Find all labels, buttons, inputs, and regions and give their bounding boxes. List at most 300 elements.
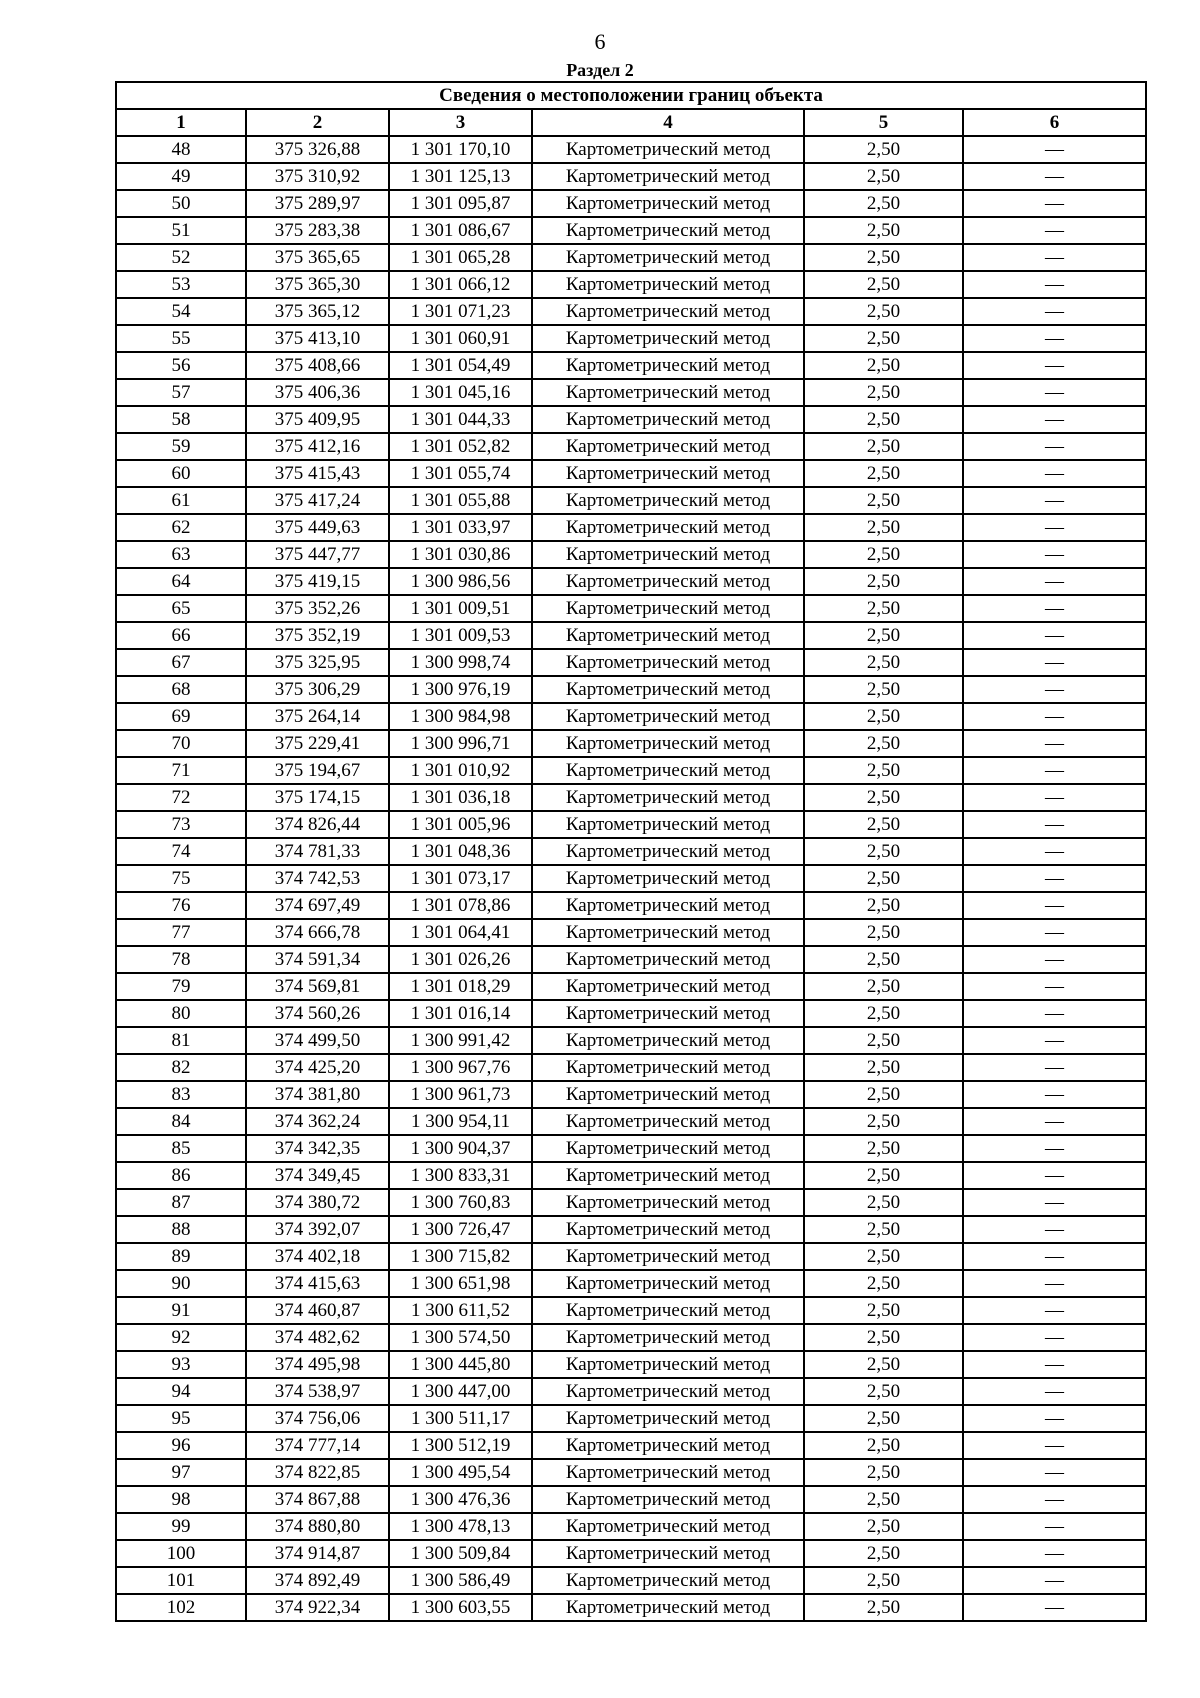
precision-cell: 2,50	[804, 298, 963, 325]
description-cell: —	[963, 892, 1146, 919]
description-cell: —	[963, 1243, 1146, 1270]
method-cell: Картометрический метод	[532, 379, 804, 406]
point-number-cell: 51	[116, 217, 246, 244]
description-cell: —	[963, 1594, 1146, 1621]
point-number-cell: 69	[116, 703, 246, 730]
y-coordinate-cell: 1 300 447,00	[389, 1378, 532, 1405]
point-number-cell: 100	[116, 1540, 246, 1567]
precision-cell: 2,50	[804, 1243, 963, 1270]
precision-cell: 2,50	[804, 1162, 963, 1189]
table-row	[116, 892, 1146, 919]
point-number-cell: 49	[116, 163, 246, 190]
description-cell: —	[963, 379, 1146, 406]
x-coordinate-cell: 374 402,18	[246, 1243, 389, 1270]
x-coordinate-cell: 374 349,45	[246, 1162, 389, 1189]
description-cell: —	[963, 136, 1146, 163]
point-number-cell: 72	[116, 784, 246, 811]
point-number-cell: 91	[116, 1297, 246, 1324]
y-coordinate-cell: 1 301 030,86	[389, 541, 532, 568]
method-cell: Картометрический метод	[532, 1324, 804, 1351]
precision-cell: 2,50	[804, 1432, 963, 1459]
description-cell: —	[963, 217, 1146, 244]
x-coordinate-cell: 374 482,62	[246, 1324, 389, 1351]
point-number-cell: 75	[116, 865, 246, 892]
description-cell: —	[963, 1486, 1146, 1513]
y-coordinate-cell: 1 301 033,97	[389, 514, 532, 541]
description-cell: —	[963, 352, 1146, 379]
point-number-cell: 76	[116, 892, 246, 919]
description-cell: —	[963, 1270, 1146, 1297]
precision-cell: 2,50	[804, 676, 963, 703]
x-coordinate-cell: 375 283,38	[246, 217, 389, 244]
y-coordinate-cell: 1 301 016,14	[389, 1000, 532, 1027]
precision-cell: 2,50	[804, 1378, 963, 1405]
precision-cell: 2,50	[804, 1135, 963, 1162]
table-row	[116, 784, 1146, 811]
x-coordinate-cell: 375 365,65	[246, 244, 389, 271]
x-coordinate-cell: 375 447,77	[246, 541, 389, 568]
table-row	[116, 271, 1146, 298]
x-coordinate-cell: 374 538,97	[246, 1378, 389, 1405]
table-row	[116, 190, 1146, 217]
y-coordinate-cell: 1 300 512,19	[389, 1432, 532, 1459]
column-number: 2	[246, 109, 389, 136]
precision-cell: 2,50	[804, 217, 963, 244]
description-cell: —	[963, 1081, 1146, 1108]
precision-cell: 2,50	[804, 838, 963, 865]
method-cell: Картометрический метод	[532, 1135, 804, 1162]
precision-cell: 2,50	[804, 568, 963, 595]
x-coordinate-cell: 374 569,81	[246, 973, 389, 1000]
x-coordinate-cell: 375 352,26	[246, 595, 389, 622]
point-number-cell: 96	[116, 1432, 246, 1459]
table-row	[116, 757, 1146, 784]
x-coordinate-cell: 375 325,95	[246, 649, 389, 676]
description-cell: —	[963, 1297, 1146, 1324]
y-coordinate-cell: 1 301 078,86	[389, 892, 532, 919]
method-cell: Картометрический метод	[532, 1513, 804, 1540]
y-coordinate-cell: 1 301 009,51	[389, 595, 532, 622]
table-row	[116, 1000, 1146, 1027]
y-coordinate-cell: 1 301 066,12	[389, 271, 532, 298]
x-coordinate-cell: 375 194,67	[246, 757, 389, 784]
description-cell: —	[963, 460, 1146, 487]
method-cell: Картометрический метод	[532, 1459, 804, 1486]
table-caption-row	[116, 82, 1146, 109]
precision-cell: 2,50	[804, 1189, 963, 1216]
x-coordinate-cell: 374 425,20	[246, 1054, 389, 1081]
point-number-cell: 68	[116, 676, 246, 703]
method-cell: Картометрический метод	[532, 919, 804, 946]
point-number-cell: 57	[116, 379, 246, 406]
method-cell: Картометрический метод	[532, 217, 804, 244]
y-coordinate-cell: 1 301 054,49	[389, 352, 532, 379]
table-body	[116, 136, 1146, 1621]
precision-cell: 2,50	[804, 514, 963, 541]
y-coordinate-cell: 1 301 009,53	[389, 622, 532, 649]
point-number-cell: 59	[116, 433, 246, 460]
precision-cell: 2,50	[804, 487, 963, 514]
description-cell: —	[963, 1135, 1146, 1162]
table-row	[116, 406, 1146, 433]
precision-cell: 2,50	[804, 1594, 963, 1621]
method-cell: Картометрический метод	[532, 784, 804, 811]
description-cell: —	[963, 1405, 1146, 1432]
method-cell: Картометрический метод	[532, 1243, 804, 1270]
y-coordinate-cell: 1 301 125,13	[389, 163, 532, 190]
y-coordinate-cell: 1 300 998,74	[389, 649, 532, 676]
y-coordinate-cell: 1 301 071,23	[389, 298, 532, 325]
x-coordinate-cell: 375 413,10	[246, 325, 389, 352]
description-cell: —	[963, 703, 1146, 730]
table-row	[116, 703, 1146, 730]
method-cell: Картометрический метод	[532, 892, 804, 919]
y-coordinate-cell: 1 300 476,36	[389, 1486, 532, 1513]
precision-cell: 2,50	[804, 190, 963, 217]
point-number-cell: 80	[116, 1000, 246, 1027]
y-coordinate-cell: 1 301 095,87	[389, 190, 532, 217]
point-number-cell: 102	[116, 1594, 246, 1621]
point-number-cell: 86	[116, 1162, 246, 1189]
table-row	[116, 568, 1146, 595]
description-cell: —	[963, 1027, 1146, 1054]
method-cell: Картометрический метод	[532, 1000, 804, 1027]
description-cell: —	[963, 622, 1146, 649]
y-coordinate-cell: 1 300 961,73	[389, 1081, 532, 1108]
description-cell: —	[963, 487, 1146, 514]
table-row	[116, 1486, 1146, 1513]
method-cell: Картометрический метод	[532, 676, 804, 703]
table-row	[116, 1594, 1146, 1621]
precision-cell: 2,50	[804, 352, 963, 379]
precision-cell: 2,50	[804, 1081, 963, 1108]
precision-cell: 2,50	[804, 973, 963, 1000]
x-coordinate-cell: 374 826,44	[246, 811, 389, 838]
x-coordinate-cell: 375 310,92	[246, 163, 389, 190]
table-row	[116, 1135, 1146, 1162]
precision-cell: 2,50	[804, 244, 963, 271]
method-cell: Картометрический метод	[532, 136, 804, 163]
column-number: 4	[532, 109, 804, 136]
y-coordinate-cell: 1 301 010,92	[389, 757, 532, 784]
description-cell: —	[963, 595, 1146, 622]
point-number-cell: 84	[116, 1108, 246, 1135]
method-cell: Картометрический метод	[532, 1540, 804, 1567]
table-row	[116, 919, 1146, 946]
method-cell: Картометрический метод	[532, 649, 804, 676]
x-coordinate-cell: 375 289,97	[246, 190, 389, 217]
precision-cell: 2,50	[804, 271, 963, 298]
table-row	[116, 1054, 1146, 1081]
point-number-cell: 82	[116, 1054, 246, 1081]
point-number-cell: 98	[116, 1486, 246, 1513]
x-coordinate-cell: 375 174,15	[246, 784, 389, 811]
method-cell: Картометрический метод	[532, 514, 804, 541]
y-coordinate-cell: 1 301 026,26	[389, 946, 532, 973]
y-coordinate-cell: 1 300 984,98	[389, 703, 532, 730]
method-cell: Картометрический метод	[532, 352, 804, 379]
table-row	[116, 541, 1146, 568]
point-number-cell: 83	[116, 1081, 246, 1108]
method-cell: Картометрический метод	[532, 946, 804, 973]
method-cell: Картометрический метод	[532, 271, 804, 298]
method-cell: Картометрический метод	[532, 1567, 804, 1594]
column-number: 3	[389, 109, 532, 136]
table-row	[116, 622, 1146, 649]
point-number-cell: 99	[116, 1513, 246, 1540]
x-coordinate-cell: 374 380,72	[246, 1189, 389, 1216]
description-cell: —	[963, 919, 1146, 946]
precision-cell: 2,50	[804, 1000, 963, 1027]
table-row	[116, 217, 1146, 244]
method-cell: Картометрический метод	[532, 622, 804, 649]
point-number-cell: 66	[116, 622, 246, 649]
y-coordinate-cell: 1 301 018,29	[389, 973, 532, 1000]
y-coordinate-cell: 1 301 036,18	[389, 784, 532, 811]
x-coordinate-cell: 375 406,36	[246, 379, 389, 406]
method-cell: Картометрический метод	[532, 1216, 804, 1243]
y-coordinate-cell: 1 300 986,56	[389, 568, 532, 595]
y-coordinate-cell: 1 301 055,88	[389, 487, 532, 514]
precision-cell: 2,50	[804, 1216, 963, 1243]
x-coordinate-cell: 375 449,63	[246, 514, 389, 541]
x-coordinate-cell: 374 756,06	[246, 1405, 389, 1432]
x-coordinate-cell: 375 326,88	[246, 136, 389, 163]
x-coordinate-cell: 374 777,14	[246, 1432, 389, 1459]
x-coordinate-cell: 374 381,80	[246, 1081, 389, 1108]
description-cell: —	[963, 1378, 1146, 1405]
description-cell: —	[963, 649, 1146, 676]
description-cell: —	[963, 271, 1146, 298]
table-caption: Сведения о местоположении границ объекта	[116, 82, 1146, 109]
point-number-cell: 62	[116, 514, 246, 541]
precision-cell: 2,50	[804, 892, 963, 919]
point-number-cell: 73	[116, 811, 246, 838]
method-cell: Картометрический метод	[532, 703, 804, 730]
y-coordinate-cell: 1 300 715,82	[389, 1243, 532, 1270]
table-row	[116, 946, 1146, 973]
page-number: 6	[594, 29, 606, 54]
precision-cell: 2,50	[804, 865, 963, 892]
y-coordinate-cell: 1 300 996,71	[389, 730, 532, 757]
method-cell: Картометрический метод	[532, 1594, 804, 1621]
y-coordinate-cell: 1 300 904,37	[389, 1135, 532, 1162]
description-cell: —	[963, 568, 1146, 595]
x-coordinate-cell: 374 495,98	[246, 1351, 389, 1378]
table-row	[116, 1324, 1146, 1351]
precision-cell: 2,50	[804, 1459, 963, 1486]
x-coordinate-cell: 375 419,15	[246, 568, 389, 595]
table-row	[116, 1513, 1146, 1540]
description-cell: —	[963, 1513, 1146, 1540]
precision-cell: 2,50	[804, 649, 963, 676]
table-row	[116, 1189, 1146, 1216]
method-cell: Картометрический метод	[532, 1405, 804, 1432]
table-row	[116, 136, 1146, 163]
method-cell: Картометрический метод	[532, 1054, 804, 1081]
table-row	[116, 298, 1146, 325]
table-row	[116, 1351, 1146, 1378]
table-row	[116, 1540, 1146, 1567]
table-row	[116, 649, 1146, 676]
description-cell: —	[963, 865, 1146, 892]
x-coordinate-cell: 375 229,41	[246, 730, 389, 757]
description-cell: —	[963, 1459, 1146, 1486]
point-number-cell: 61	[116, 487, 246, 514]
point-number-cell: 78	[116, 946, 246, 973]
y-coordinate-cell: 1 300 511,17	[389, 1405, 532, 1432]
description-cell: —	[963, 406, 1146, 433]
description-cell: —	[963, 1351, 1146, 1378]
method-cell: Картометрический метод	[532, 541, 804, 568]
point-number-cell: 53	[116, 271, 246, 298]
y-coordinate-cell: 1 301 055,74	[389, 460, 532, 487]
method-cell: Картометрический метод	[532, 163, 804, 190]
description-cell: —	[963, 946, 1146, 973]
method-cell: Картометрический метод	[532, 1297, 804, 1324]
description-cell: —	[963, 1567, 1146, 1594]
point-number-cell: 67	[116, 649, 246, 676]
x-coordinate-cell: 374 867,88	[246, 1486, 389, 1513]
y-coordinate-cell: 1 301 073,17	[389, 865, 532, 892]
x-coordinate-cell: 374 922,34	[246, 1594, 389, 1621]
precision-cell: 2,50	[804, 1297, 963, 1324]
table-row	[116, 811, 1146, 838]
x-coordinate-cell: 374 499,50	[246, 1027, 389, 1054]
method-cell: Картометрический метод	[532, 595, 804, 622]
point-number-cell: 81	[116, 1027, 246, 1054]
description-cell: —	[963, 433, 1146, 460]
x-coordinate-cell: 374 892,49	[246, 1567, 389, 1594]
point-number-cell: 94	[116, 1378, 246, 1405]
point-number-cell: 88	[116, 1216, 246, 1243]
table-row	[116, 325, 1146, 352]
x-coordinate-cell: 374 392,07	[246, 1216, 389, 1243]
point-number-cell: 48	[116, 136, 246, 163]
precision-cell: 2,50	[804, 379, 963, 406]
y-coordinate-cell: 1 301 005,96	[389, 811, 532, 838]
table-row	[116, 595, 1146, 622]
description-cell: —	[963, 838, 1146, 865]
table-row	[116, 1243, 1146, 1270]
x-coordinate-cell: 374 880,80	[246, 1513, 389, 1540]
y-coordinate-cell: 1 301 170,10	[389, 136, 532, 163]
method-cell: Картометрический метод	[532, 1351, 804, 1378]
point-number-cell: 74	[116, 838, 246, 865]
y-coordinate-cell: 1 300 833,31	[389, 1162, 532, 1189]
description-cell: —	[963, 1000, 1146, 1027]
y-coordinate-cell: 1 300 976,19	[389, 676, 532, 703]
method-cell: Картометрический метод	[532, 730, 804, 757]
y-coordinate-cell: 1 301 065,28	[389, 244, 532, 271]
table-row	[116, 1297, 1146, 1324]
method-cell: Картометрический метод	[532, 1162, 804, 1189]
x-coordinate-cell: 375 306,29	[246, 676, 389, 703]
precision-cell: 2,50	[804, 163, 963, 190]
table-row	[116, 1027, 1146, 1054]
y-coordinate-cell: 1 300 611,52	[389, 1297, 532, 1324]
point-number-cell: 93	[116, 1351, 246, 1378]
x-coordinate-cell: 374 822,85	[246, 1459, 389, 1486]
description-cell: —	[963, 298, 1146, 325]
y-coordinate-cell: 1 300 603,55	[389, 1594, 532, 1621]
point-number-cell: 64	[116, 568, 246, 595]
x-coordinate-cell: 375 365,30	[246, 271, 389, 298]
point-number-cell: 56	[116, 352, 246, 379]
column-number: 6	[963, 109, 1146, 136]
precision-cell: 2,50	[804, 460, 963, 487]
point-number-cell: 101	[116, 1567, 246, 1594]
method-cell: Картометрический метод	[532, 460, 804, 487]
column-number: 5	[804, 109, 963, 136]
point-number-cell: 50	[116, 190, 246, 217]
method-cell: Картометрический метод	[532, 1108, 804, 1135]
x-coordinate-cell: 374 342,35	[246, 1135, 389, 1162]
y-coordinate-cell: 1 301 045,16	[389, 379, 532, 406]
description-cell: —	[963, 1540, 1146, 1567]
y-coordinate-cell: 1 301 044,33	[389, 406, 532, 433]
x-coordinate-cell: 375 365,12	[246, 298, 389, 325]
method-cell: Картометрический метод	[532, 190, 804, 217]
precision-cell: 2,50	[804, 1108, 963, 1135]
table-row	[116, 1432, 1146, 1459]
method-cell: Картометрический метод	[532, 838, 804, 865]
precision-cell: 2,50	[804, 433, 963, 460]
point-number-cell: 89	[116, 1243, 246, 1270]
precision-cell: 2,50	[804, 325, 963, 352]
point-number-cell: 65	[116, 595, 246, 622]
method-cell: Картометрический метод	[532, 1027, 804, 1054]
precision-cell: 2,50	[804, 136, 963, 163]
y-coordinate-cell: 1 300 760,83	[389, 1189, 532, 1216]
table-row	[116, 1459, 1146, 1486]
method-cell: Картометрический метод	[532, 1270, 804, 1297]
precision-cell: 2,50	[804, 1027, 963, 1054]
point-number-cell: 54	[116, 298, 246, 325]
description-cell: —	[963, 514, 1146, 541]
precision-cell: 2,50	[804, 1324, 963, 1351]
description-cell: —	[963, 325, 1146, 352]
point-number-cell: 92	[116, 1324, 246, 1351]
precision-cell: 2,50	[804, 541, 963, 568]
section-title: Раздел 2	[566, 60, 634, 80]
method-cell: Картометрический метод	[532, 406, 804, 433]
x-coordinate-cell: 375 415,43	[246, 460, 389, 487]
precision-cell: 2,50	[804, 730, 963, 757]
description-cell: —	[963, 811, 1146, 838]
description-cell: —	[963, 1054, 1146, 1081]
method-cell: Картометрический метод	[532, 244, 804, 271]
x-coordinate-cell: 374 591,34	[246, 946, 389, 973]
method-cell: Картометрический метод	[532, 1081, 804, 1108]
point-number-cell: 85	[116, 1135, 246, 1162]
y-coordinate-cell: 1 300 651,98	[389, 1270, 532, 1297]
point-number-cell: 87	[116, 1189, 246, 1216]
precision-cell: 2,50	[804, 811, 963, 838]
x-coordinate-cell: 374 742,53	[246, 865, 389, 892]
method-cell: Картометрический метод	[532, 1378, 804, 1405]
table-row	[116, 514, 1146, 541]
description-cell: —	[963, 190, 1146, 217]
y-coordinate-cell: 1 300 445,80	[389, 1351, 532, 1378]
y-coordinate-cell: 1 301 048,36	[389, 838, 532, 865]
x-coordinate-cell: 375 264,14	[246, 703, 389, 730]
precision-cell: 2,50	[804, 1513, 963, 1540]
y-coordinate-cell: 1 300 726,47	[389, 1216, 532, 1243]
point-number-cell: 63	[116, 541, 246, 568]
description-cell: —	[963, 1216, 1146, 1243]
boundary-coordinates-table	[115, 81, 1147, 1622]
